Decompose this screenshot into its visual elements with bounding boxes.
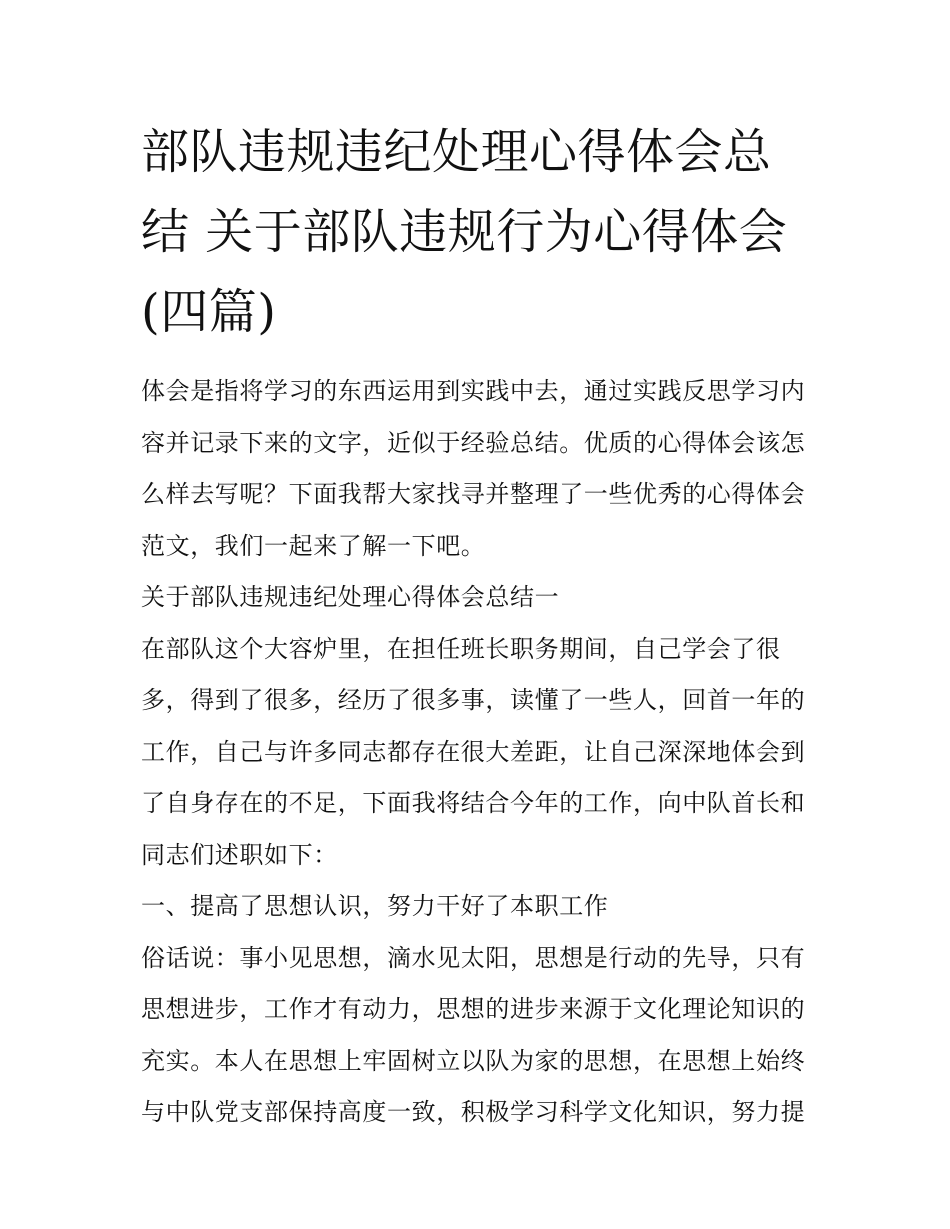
title-line: 部队违规违纪处理心得体会总 xyxy=(141,124,772,180)
text-line: 充实。本人在思想上牢固树立以队为家的思想，在思想上始终 xyxy=(141,1046,806,1075)
subheading xyxy=(141,881,813,933)
text-line: 关于部队违规违纪处理心得体会总结一 xyxy=(141,583,560,611)
text-line: 了自身存在的不足，下面我将结合今年的工作，向中队首长和 xyxy=(141,789,806,817)
text-line: 么样去写呢？下面我帮大家找寻并整理了一些优秀的心得体会 xyxy=(141,480,806,508)
document-title xyxy=(141,112,813,352)
text-line: 多，得到了很多，经历了很多事，读懂了一些人，回首一年的 xyxy=(141,686,806,714)
document-page xyxy=(141,112,813,1139)
text-line: 范文，我们一起来了解一下吧。 xyxy=(141,531,486,560)
text-line: 思想进步，工作才有动力，思想的进步来源于文化理论知识的 xyxy=(141,995,806,1023)
title-line: (四篇) xyxy=(141,284,277,340)
text-line: 一、提高了思想认识，努力干好了本职工作 xyxy=(141,892,609,920)
text-line: 体会是指将学习的东西运用到实践中去，通过实践反思学习内 xyxy=(141,377,806,405)
text-line: 容并记录下来的文字，近似于经验总结。优质的心得体会该怎 xyxy=(141,428,806,457)
text-line: 同志们述职如下： xyxy=(141,840,338,869)
body-paragraph-1 xyxy=(141,624,813,882)
body-paragraph-2 xyxy=(141,933,813,1139)
text-line: 在部队这个大容炉里，在担任班长职务期间，自己学会了很 xyxy=(141,634,781,663)
title-line: 结 关于部队违规行为心得体会 xyxy=(141,204,788,260)
section-heading xyxy=(141,572,813,624)
text-line: 俗话说：事小见思想，滴水见太阳，思想是行动的先导，只有 xyxy=(141,943,806,972)
intro-paragraph xyxy=(141,366,813,572)
text-line: 与中队党支部保持高度一致，积极学习科学文化知识，努力提 xyxy=(141,1098,806,1126)
text-line: 工作，自己与许多同志都存在很大差距，让自己深深地体会到 xyxy=(141,737,806,766)
